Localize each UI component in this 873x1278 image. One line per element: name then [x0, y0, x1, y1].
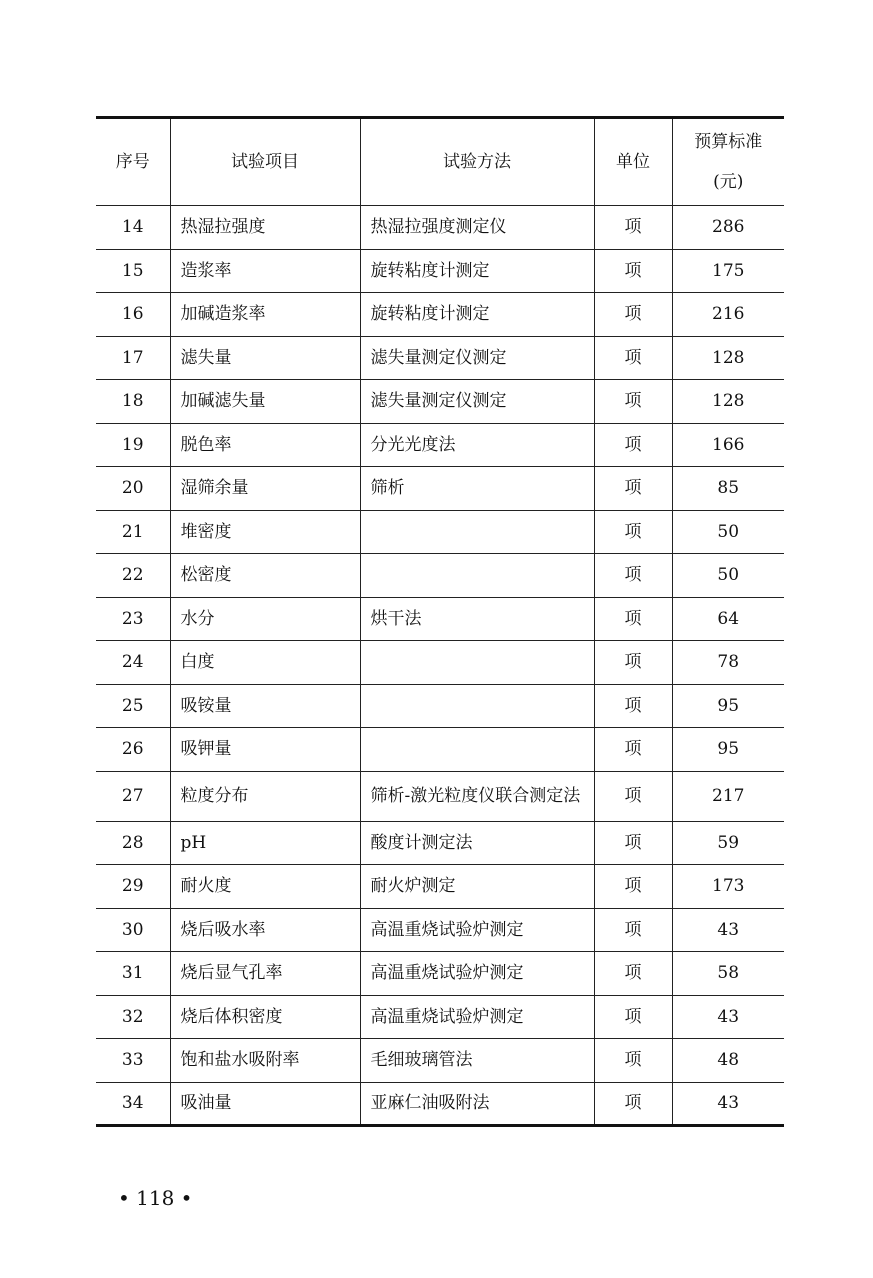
row-test-method: 毛细玻璃管法	[360, 1039, 594, 1083]
row-test-method: 分光光度法	[360, 423, 594, 467]
page-number: • 118 •	[118, 1186, 193, 1210]
table-row	[96, 641, 784, 685]
table-row	[96, 1082, 784, 1126]
row-test-item: 白度	[170, 641, 360, 685]
row-number: 28	[96, 821, 170, 865]
table-row	[96, 1039, 784, 1083]
header-method: 试验方法	[360, 118, 594, 206]
row-test-method: 高温重烧试验炉测定	[360, 952, 594, 996]
table-row	[96, 510, 784, 554]
row-test-method: 耐火炉测定	[360, 865, 594, 909]
row-unit: 项	[594, 1039, 672, 1083]
row-number: 18	[96, 380, 170, 424]
row-number: 20	[96, 467, 170, 511]
row-unit: 项	[594, 597, 672, 641]
row-test-method: 亚麻仁油吸附法	[360, 1082, 594, 1126]
table-row	[96, 336, 784, 380]
header-price	[672, 118, 784, 206]
row-test-item: 加碱滤失量	[170, 380, 360, 424]
row-number: 19	[96, 423, 170, 467]
row-unit: 项	[594, 554, 672, 598]
row-test-item: 松密度	[170, 554, 360, 598]
table-row	[96, 467, 784, 511]
row-test-method: 滤失量测定仪测定	[360, 380, 594, 424]
row-unit: 项	[594, 684, 672, 728]
row-budget-price: 286	[672, 206, 784, 250]
row-test-item: 造浆率	[170, 249, 360, 293]
row-test-item: 吸钾量	[170, 728, 360, 772]
row-unit: 项	[594, 293, 672, 337]
row-test-item: 烧后体积密度	[170, 995, 360, 1039]
row-budget-price: 43	[672, 908, 784, 952]
row-budget-price: 58	[672, 952, 784, 996]
row-budget-price: 43	[672, 1082, 784, 1126]
row-number: 32	[96, 995, 170, 1039]
row-test-method: 筛析-激光粒度仪联合测定法	[360, 771, 594, 821]
row-test-item: 加碱造浆率	[170, 293, 360, 337]
row-test-method: 热湿拉强度测定仪	[360, 206, 594, 250]
row-number: 16	[96, 293, 170, 337]
row-test-method	[360, 554, 594, 598]
row-test-item: 烧后显气孔率	[170, 952, 360, 996]
header-unit: 单位	[594, 118, 672, 206]
row-unit: 项	[594, 728, 672, 772]
row-test-item: 热湿拉强度	[170, 206, 360, 250]
row-unit: 项	[594, 249, 672, 293]
row-test-item: 饱和盐水吸附率	[170, 1039, 360, 1083]
table-row	[96, 728, 784, 772]
table-row	[96, 249, 784, 293]
row-budget-price: 175	[672, 249, 784, 293]
row-test-item: 粒度分布	[170, 771, 360, 821]
row-test-item: 水分	[170, 597, 360, 641]
row-budget-price: 216	[672, 293, 784, 337]
row-number: 25	[96, 684, 170, 728]
row-number: 17	[96, 336, 170, 380]
row-unit: 项	[594, 423, 672, 467]
row-budget-price: 166	[672, 423, 784, 467]
row-test-method	[360, 641, 594, 685]
row-budget-price: 50	[672, 554, 784, 598]
row-budget-price: 128	[672, 380, 784, 424]
row-budget-price: 48	[672, 1039, 784, 1083]
header-price-line1: 预算标准	[694, 132, 763, 152]
row-unit: 项	[594, 1082, 672, 1126]
row-test-method: 酸度计测定法	[360, 821, 594, 865]
row-unit: 项	[594, 641, 672, 685]
header-price-line2: (元)	[713, 172, 744, 192]
row-test-item: 吸油量	[170, 1082, 360, 1126]
row-budget-price: 85	[672, 467, 784, 511]
row-unit: 项	[594, 771, 672, 821]
row-number: 24	[96, 641, 170, 685]
row-test-method: 筛析	[360, 467, 594, 511]
row-test-method: 高温重烧试验炉测定	[360, 908, 594, 952]
row-unit: 项	[594, 467, 672, 511]
row-unit: 项	[594, 206, 672, 250]
row-budget-price: 78	[672, 641, 784, 685]
row-budget-price: 50	[672, 510, 784, 554]
row-number: 21	[96, 510, 170, 554]
row-unit: 项	[594, 908, 672, 952]
table-row	[96, 597, 784, 641]
row-test-method: 旋转粘度计测定	[360, 293, 594, 337]
row-number: 34	[96, 1082, 170, 1126]
row-number: 15	[96, 249, 170, 293]
row-number: 30	[96, 908, 170, 952]
table-row	[96, 293, 784, 337]
row-unit: 项	[594, 380, 672, 424]
table-row	[96, 423, 784, 467]
header-item: 试验项目	[170, 118, 360, 206]
table-row	[96, 821, 784, 865]
row-test-item: pH	[170, 821, 360, 865]
row-test-method: 高温重烧试验炉测定	[360, 995, 594, 1039]
row-test-item: 耐火度	[170, 865, 360, 909]
table-row	[96, 908, 784, 952]
table-row	[96, 865, 784, 909]
table-row	[96, 206, 784, 250]
row-number: 31	[96, 952, 170, 996]
table-row	[96, 995, 784, 1039]
row-number: 22	[96, 554, 170, 598]
row-number: 29	[96, 865, 170, 909]
test-items-table-container	[96, 116, 784, 1127]
row-test-item: 烧后吸水率	[170, 908, 360, 952]
table-row	[96, 952, 784, 996]
row-test-method: 烘干法	[360, 597, 594, 641]
row-budget-price: 173	[672, 865, 784, 909]
row-unit: 项	[594, 510, 672, 554]
row-number: 26	[96, 728, 170, 772]
row-test-method	[360, 728, 594, 772]
row-unit: 项	[594, 952, 672, 996]
row-test-method: 滤失量测定仪测定	[360, 336, 594, 380]
row-budget-price: 217	[672, 771, 784, 821]
row-test-item: 堆密度	[170, 510, 360, 554]
row-unit: 项	[594, 821, 672, 865]
row-test-item: 滤失量	[170, 336, 360, 380]
row-budget-price: 59	[672, 821, 784, 865]
row-unit: 项	[594, 995, 672, 1039]
row-budget-price: 95	[672, 684, 784, 728]
row-number: 33	[96, 1039, 170, 1083]
row-budget-price: 43	[672, 995, 784, 1039]
row-test-item: 吸铵量	[170, 684, 360, 728]
header-num: 序号	[96, 118, 170, 206]
table-body	[96, 206, 784, 1126]
row-budget-price: 64	[672, 597, 784, 641]
row-test-method	[360, 510, 594, 554]
row-test-method: 旋转粘度计测定	[360, 249, 594, 293]
row-budget-price: 128	[672, 336, 784, 380]
test-items-table	[96, 116, 784, 1127]
row-unit: 项	[594, 336, 672, 380]
table-row	[96, 771, 784, 821]
row-unit: 项	[594, 865, 672, 909]
row-number: 14	[96, 206, 170, 250]
row-budget-price: 95	[672, 728, 784, 772]
table-row	[96, 380, 784, 424]
table-row	[96, 684, 784, 728]
row-test-method	[360, 684, 594, 728]
table-header-row	[96, 118, 784, 206]
table-row	[96, 554, 784, 598]
row-test-item: 湿筛余量	[170, 467, 360, 511]
row-number: 27	[96, 771, 170, 821]
row-test-item: 脱色率	[170, 423, 360, 467]
row-number: 23	[96, 597, 170, 641]
